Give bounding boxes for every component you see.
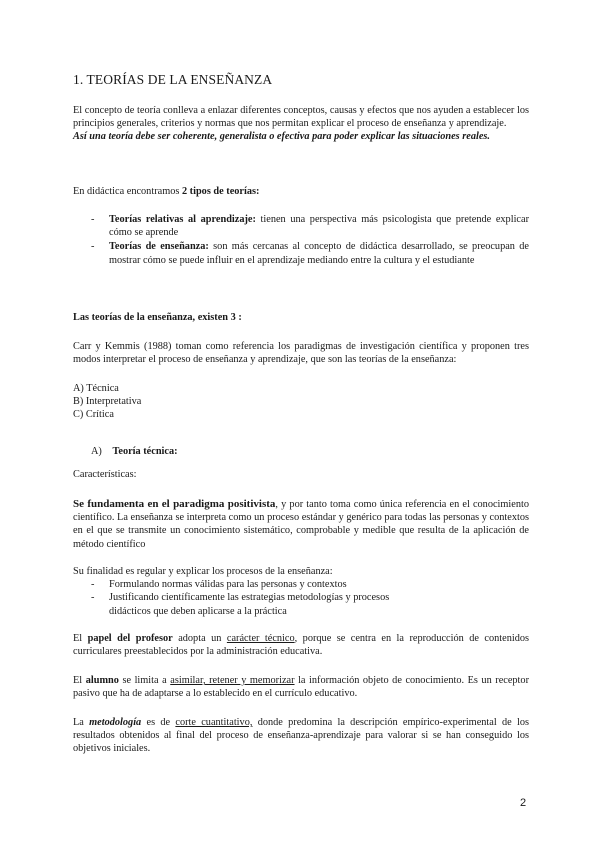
- profesor-pre: El: [73, 633, 88, 644]
- list-item: [73, 213, 529, 239]
- list-item: B) Interpretativa: [73, 396, 142, 408]
- metodologia-bold: metodología: [89, 717, 142, 728]
- intro-text: El concepto de teoría conlleva a enlazar diferentes conceptos, causas y efectos que nos ayuden a establecer los principios generales, criterios y normas que nos permitan explicar el proceso de enseñanza y aprendizaje.: [73, 105, 529, 130]
- list-item: C) Crítica: [73, 409, 114, 421]
- list-item: - Formulando normas válidas para las personas y contextos: [73, 578, 529, 591]
- types-lead-bold: 2 tipos de teorías:: [181, 186, 260, 197]
- alumno-paragraph: [73, 674, 529, 700]
- fundamenta-paragraph: [73, 498, 529, 551]
- page-number: 2: [520, 797, 527, 809]
- fundamenta-bold: Se fundamenta en el paradigma positivista: [73, 498, 276, 510]
- alumno-post: la información objeto de conocimiento. Es un receptor pasivo que ha de adaptarse a lo establecido en el currículo educativo.: [73, 675, 530, 700]
- finalidad-list: [73, 578, 529, 618]
- profesor-bold: papel del profesor: [87, 633, 173, 644]
- metodologia-post: donde predomina la descripción empírico-experimental de los resultados obtenidos al final del proceso de enseñanza-aprendizaje para valorar si se han conseguido los objetivos iniciales.: [73, 717, 529, 755]
- alumno-underlined: asimilar, retener y memorizar: [170, 675, 295, 686]
- list-item: [73, 240, 529, 266]
- theories-heading: [73, 311, 529, 324]
- types-list: [73, 213, 529, 267]
- profesor-mid: adopta un: [172, 633, 227, 644]
- theories-heading-text: Las teorías de la enseñanza, existen 3 :: [73, 312, 242, 323]
- type-term: Teorías de enseñanza:: [109, 241, 209, 253]
- metodologia-underlined: corte cuantitativo,: [175, 717, 253, 728]
- profesor-post: , porque se centra en la reproducción de contenidos curriculares preestablecidos por la administración educativa.: [73, 633, 530, 658]
- type-text: son más cercanas al concepto de didáctica desarrollado, se preocupan de mostrar cómo se puede influir en el aprendizaje mediando entre la cultura y el estudiante: [109, 241, 529, 266]
- metodologia-mid: es de: [141, 717, 176, 728]
- types-lead: [73, 185, 529, 198]
- finalidad-text: Su finalidad es regular y explicar los procesos de la enseñanza:: [73, 566, 333, 577]
- tecnica-heading-letter: A): [91, 446, 102, 457]
- metodologia-pre: La: [73, 717, 90, 728]
- fundamenta-text: , y por tanto toma como única referencia en el conocimiento científico. La enseñanza se interpreta como un proceso estándar y genérico para todas las personas y contextos en el que se transmite un conocimiento sistemático, comprobable y medible que resulta de la aplicación de método científico: [73, 499, 529, 550]
- list-item: A) Técnica: [73, 383, 119, 394]
- type-text: tienen una perspectiva más psicologista que pretende explicar cómo se aprende: [109, 214, 529, 239]
- profesor-paragraph: [73, 632, 529, 658]
- alumno-mid: se limita a: [118, 675, 171, 686]
- list-item: - Justificando científicamente las estrategias metodologías y procesos didácticos que deben aplicarse a la práctica: [73, 591, 529, 617]
- alumno-pre: El: [73, 675, 86, 686]
- intro-paragraph: [73, 104, 529, 144]
- carr-paragraph: Carr y Kemmis (1988) toman como referencia los paradigmas de investigación científica y proponen tres modos interpretar el proceso de enseñanza y aprendizaje, que son las teorías de la enseñanza:: [73, 341, 529, 366]
- types-lead-text: En didáctica encontramos: [73, 186, 182, 197]
- metodologia-paragraph: [73, 716, 529, 756]
- profesor-underlined: carácter técnico: [226, 633, 295, 644]
- theories-list: [73, 382, 529, 422]
- intro-bold-statement: Así una teoría debe ser coherente, generalista o efectiva para poder explicar las situaciones reales.: [73, 131, 490, 143]
- finalidad-block: [73, 565, 529, 618]
- tecnica-heading: [91, 445, 547, 458]
- type-term: Teorías relativas al aprendizaje:: [109, 214, 256, 225]
- tecnica-heading-text: Teoría técnica:: [112, 446, 178, 457]
- caracteristicas-label: Características:: [73, 469, 137, 480]
- alumno-bold: alumno: [85, 675, 119, 686]
- section-title: 1. TEORÍAS DE LA ENSEÑANZA: [73, 72, 273, 87]
